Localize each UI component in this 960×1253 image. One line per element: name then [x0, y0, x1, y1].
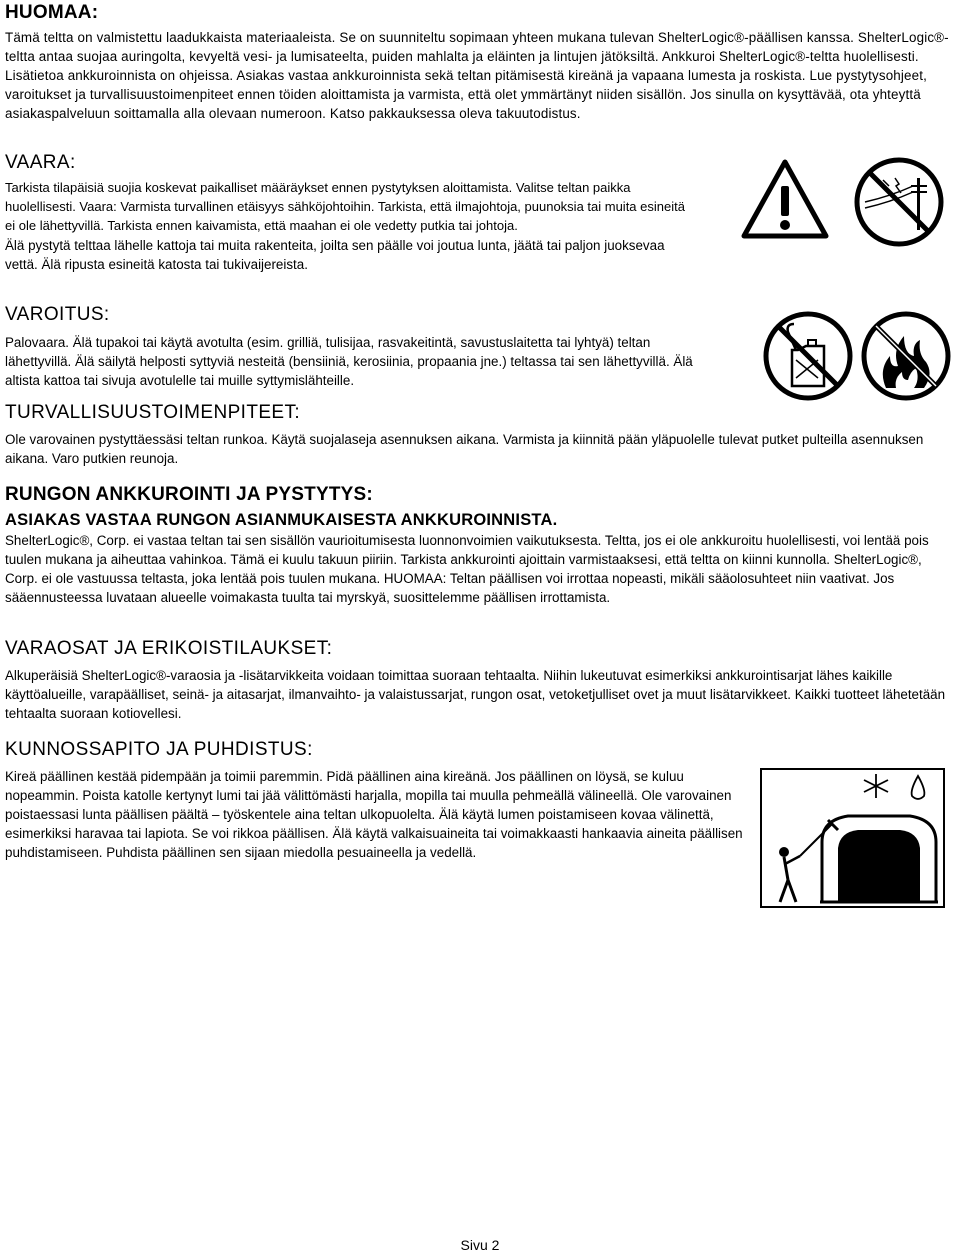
- snow-removal-tent-icon: [760, 768, 945, 908]
- vaara-title: VAARA:: [5, 152, 76, 173]
- varaosat-text: Alkuperäisiä ShelterLogic®-varaosia ja -lisätarvikkeita voidaan toimittaa suoraan tehtaalta. Niihin lukeutuvat esimerkiksi ankkurointisarjat lähes kaikille käyttöalueille, varapäälliset, seinä- ja aitasarjat, ilmanvaihto- ja valaistussarjat, rungon osat, vetoketjulliset ovet ja muut lisätarvikkeet. Kaikki tuotteet lähetetään tehtaalta suoraan kotiovellesi.: [5, 668, 946, 721]
- vaara-text-2: Älä pystytä telttaa lähelle kattoja tai muita rakenteita, joilta sen päälle voi joutua lunta, jäätä tai paljon juoksevaa vettä. Älä ripusta esineitä katosta tai tukivaijereista.: [5, 238, 665, 272]
- varoitus-title: VAROITUS:: [5, 304, 110, 325]
- vaara-text-1: Tarkista tilapäisiä suojia koskevat paikalliset määräykset ennen pystytyksen aloittamista. Valitse teltan paikka huolellisesti. Vaara: Varmista turvallinen etäisyys sähköjohtoihin. Tarkista, että ilmajohtoja, puunoksia tai muita esineitä ei ole lähettyvillä. Tarkista ennen kaivamista, että maahan ei ole vedetty putkia tai johtoja.: [5, 180, 685, 233]
- kunnossapito-text: Kireä päällinen kestää pidempään ja toimii paremmin. Pidä päällinen aina kireänä. Jos päällinen on löysä, se kuluu nopeammin. Poista katolle kertynyt lumi tai jää välittömästi harjalla, mopilla tai muulla pehmeällä välineellä. Ole varovainen poistaessasi lunta päällisen päältä – työskentele aina teltan ulkopuolelta. Älä käytä lumen poistamiseen kovaa välinettä, esimerkiksi haravaa tai lapiota. Se voi rikkoa päällisen. Älä käytä valkaisuaineita tai voimakkaasti hankaavia aineita päällisen puhdistamiseen. Puhdista päällinen sen sijaan miedolla pesuaineella ja vedellä.: [5, 769, 743, 860]
- section-vaara-body: [5, 178, 685, 274]
- huomaa-text: Tämä teltta on valmistettu laadukkaista materiaaleista. Se on suunniteltu sopimaan yhteen mukana tulevan ShelterLogic®-päällisen kanssa. ShelterLogic®-teltta antaa suojaa auringolta, kevyeltä vesi- ja lumisateelta, puiden mahlalta ja eläinten ja lintujen jätöksiltä. Ankkuroi ShelterLogic®-teltta huolellisesti. Lisätietoa ankkuroinnista on ohjeissa. Asiakas vastaa ankkuroinnista sekä teltan pitämisestä kireänä ja vapaana lumesta ja roskista. Lue pystytysohjeet, varoitukset ja turvallisuustoimenpiteet ennen töiden aloittamista ja varmista, että olet ymmärtänyt niiden sisällön. Jos sinulla on kysyttävää, ota yhteyttä asiakaspalveluun soittamalla alla olevaan numeroon. Katso pakkauksessa oleva takuutodistus.: [5, 30, 949, 121]
- turvallisuus-text: Ole varovainen pystyttäessäsi teltan runkoa. Käytä suojalaseja asennuksen aikana. Varmista ja kiinnitä pään yläpuolelle tulevat putket pulteilla asennuksen aikana. Varo putkien reunoja.: [5, 432, 924, 466]
- section-vaara: [5, 152, 685, 174]
- section-turvallisuus: [5, 402, 950, 468]
- no-fire-icon: [860, 310, 952, 402]
- section-varoitus: [5, 304, 695, 390]
- section-rungon: [5, 484, 950, 607]
- rungon-title: RUNGON ANKKUROINTI JA PYSTYTYS:: [5, 484, 373, 505]
- section-huomaa: [5, 2, 950, 123]
- varoitus-text: Palovaara. Älä tupakoi tai käytä avotulta (esim. grilliä, tulisijaa, rasvakeitintä, savustuslaitetta tai lyhtyä) teltan lähettyvillä. Älä säilytä helposti syttyviä nesteitä (bensiiniä, kerosiinia, propaania jne.) teltassa tai sen lähettyvillä. Älä altista kattoa tai sivuja avotulelle tai muille syttymislähteille.: [5, 335, 693, 388]
- turvallisuus-title: TURVALLISUUSTOIMENPITEET:: [5, 402, 301, 423]
- no-power-lines-icon: [853, 156, 945, 248]
- no-fuel-can-icon: [762, 310, 854, 402]
- section-kunnossapito: [5, 739, 747, 862]
- section-varaosat: [5, 638, 950, 723]
- varaosat-title: VARAOSAT JA ERIKOISTILAUKSET:: [5, 638, 333, 659]
- warning-triangle-icon: [740, 158, 830, 240]
- huomaa-title: HUOMAA:: [5, 2, 99, 23]
- rungon-text: ShelterLogic®, Corp. ei vastaa teltan tai sen sisällön vaurioitumisesta luonnonvoimien vaikutuksesta. Teltta, jos ei ole ankkuroitu huolellisesti, voi lentää pois tuulen mukana ja aiheuttaa vahinkoa. Tämä ei kuulu takuun piiriin. Tarkista ankkurointi ajoittain varmistaaksesi, että teltta on kiinni kunnolla. ShelterLogic®, Corp. ei ole vastuussa teltasta, joka lentää pois tuulen mukana. HUOMAA: Teltan päällisen voi irrottaa nopeasti, mikäli sääolosuhteet niin vaativat. Jos sääennusteessa luvataan alueelle voimakasta tuulta tai myrskyä, suosittelemme päällisen irrottamista.: [5, 533, 929, 605]
- kunnossapito-title: KUNNOSSAPITO JA PUHDISTUS:: [5, 739, 313, 760]
- rungon-subtitle: ASIAKAS VASTAA RUNGON ASIANMUKAISESTA ANKKUROINNISTA.: [5, 511, 558, 529]
- page-number: Sivu 2: [460, 1237, 500, 1253]
